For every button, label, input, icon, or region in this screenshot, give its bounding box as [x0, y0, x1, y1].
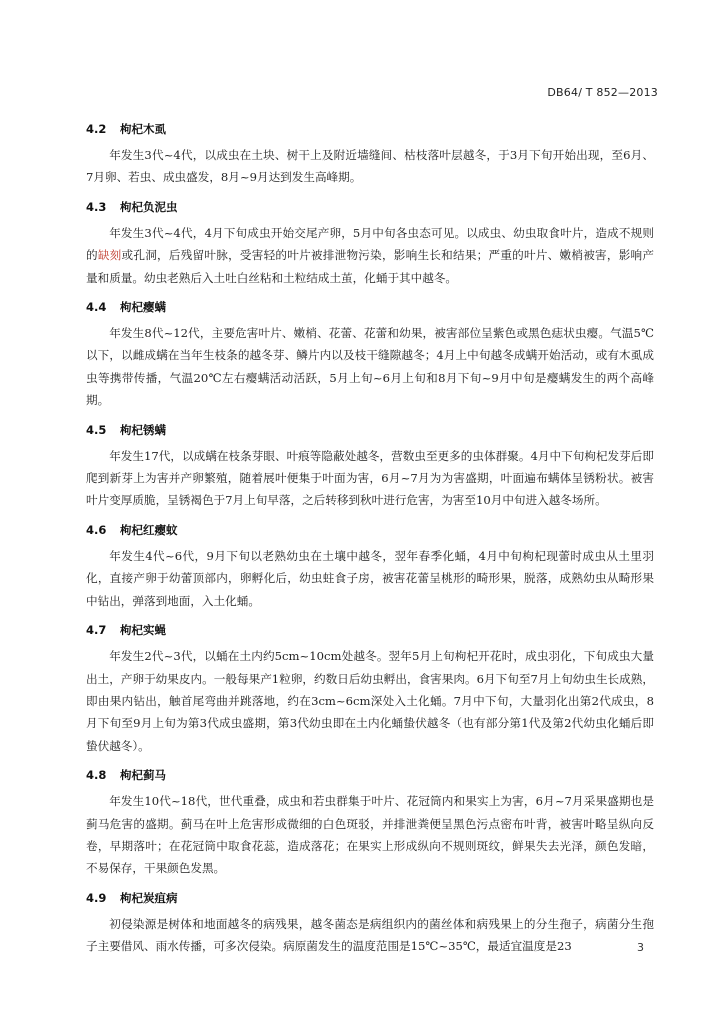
section-paragraph: 年发生10代~18代，世代重叠，成虫和若虫群集于叶片、花冠筒内和果实上为害，6月~7月采果盛期也是蓟马危害的盛期。蓟马在叶上危害形成微细的白色斑驳，并排泄粪便呈黑色污点密布叶背，被害叶略呈纵向反卷，早期落叶；在花冠筒中取食花蕊，造成落花；在果实上形成纵向不规则斑纹，鲜果失去光泽，颜色发暗，不易保存，干果颜色发黑。 — [86, 794, 654, 876]
page-number: 3 — [637, 941, 644, 954]
section-4-2 — [86, 113, 654, 189]
section-paragraph: 年发生3代~4代，以成虫在土块、树干上及附近墙缝间、枯枝落叶层越冬，于3月下旬开始出现，至6月、7月卵、若虫、成虫盛发，8月~9月达到发生高峰期。 — [86, 148, 654, 185]
section-paragraph: 年发生8代~12代，主要危害叶片、嫩梢、花蕾、花蕾和幼果，被害部位呈紫色或黑色痣状虫瘿。气温5℃以下，以雌成螨在当年生枝条的越冬芽、鳞片内以及枝干缝隙越冬；4月上中旬越冬成螨开始活动，或有木虱成虫等携带传播，气温20℃左右瘿螨活动活跃，5月上旬~6月上旬和8月下旬~9月中旬是瘿螨发生的两个高峰期。 — [86, 326, 654, 408]
section-number: 4.2 — [86, 122, 107, 136]
section-title: 枸杞实蝇 — [120, 623, 166, 638]
paragraph-text-part: 年发生3代~4代，4月下旬成虫开始交尾产卵，5月中旬各虫态可见。以成虫、幼虫取食叶片，造成不规则的 — [86, 225, 654, 263]
section-heading — [86, 113, 654, 139]
section-paragraph: 年发生4代~6代，9月下旬以老熟幼虫在土壤中越冬，翌年春季化蛹，4月中旬枸杞现蕾时成虫从土里羽化，直接产卵于幼蕾顶部内，卵孵化后，幼虫蛀食子房，被害花蕾呈桃形的畸形果，脱落，成熟幼虫从畸形果中钻出，弹落到地面，入土化蛹。 — [86, 548, 654, 608]
section-paragraph: 年发生2代~3代，以蛹在土内约5cm~10cm处越冬。翌年5月上旬枸杞开花时，成虫羽化，下旬成虫大量出土，产卵于幼果皮内。一般每果产1粒卵，约数日后幼虫孵出，食害果肉。6月下旬至7月上旬幼虫生长成熟，即由果内钻出，触首尾弯曲并跳落地，约在3cm~6cm深处入土化蛹。7月中下旬，大量羽化出第2代成虫，8月下旬至9月上旬为第3代成虫盛期，第3代幼虫即在土内化蛹蛰伏越冬（也有部分第1代及第2代幼虫化蛹后即蛰伏越冬）。 — [86, 649, 654, 753]
section-heading — [86, 759, 654, 785]
section-4-8 — [86, 759, 654, 880]
section-number: 4.4 — [86, 300, 107, 315]
section-title: 枸杞蓟马 — [120, 768, 166, 783]
section-number: 4.6 — [86, 522, 107, 537]
section-4-3 — [86, 191, 654, 289]
section-heading — [86, 414, 654, 440]
section-paragraph: 年发生17代，以成螨在枝条芽眼、叶痕等隐蔽处越冬，营数虫至更多的虫体群聚。4月中下旬枸杞发芽后即爬到新芽上为害并产卵繁殖，随着展叶便集于叶面为害，6月~7月为为害盛期，叶面遍布螨体呈锈粉状。被害叶片变厚质脆，呈锈褐色于7月上旬早落，之后转移到秋叶进行危害，为害至10月中旬进入越冬场所。 — [86, 448, 654, 508]
highlighted-term: 缺刻 — [97, 248, 122, 263]
section-heading — [86, 614, 654, 640]
paragraph-text-part: 或孔洞，后残留叶脉，受害轻的叶片被排泄物污染，影响生长和结果；严重的叶片、嫩梢被害，影响产量和质量。幼虫老熟后入土吐白丝粘和土粒结成土茧，化蛹于其中越冬。 — [86, 248, 654, 285]
section-title: 枸杞瘿螨 — [120, 300, 166, 315]
standard-code-header: DB64/ T 852—2013 — [547, 86, 658, 99]
section-title: 枸杞锈螨 — [120, 422, 166, 437]
section-paragraph — [86, 222, 654, 289]
section-4-9 — [86, 882, 654, 958]
section-paragraph: 初侵染源是树体和地面越冬的病残果，越冬菌态是病组织内的菌丝体和病残果上的分生孢子，病菌分生孢子主要借风、雨水传播，可多次侵染。病原菌发生的温度范围是15℃~35℃，最适宜温度是23 — [86, 916, 654, 954]
section-heading — [86, 882, 654, 908]
section-number: 4.9 — [86, 890, 107, 905]
document-body — [86, 113, 654, 960]
section-number: 4.7 — [86, 623, 107, 638]
section-number: 4.3 — [86, 199, 107, 214]
section-title: 枸杞红瘿蚊 — [120, 522, 178, 537]
section-4-5 — [86, 414, 654, 512]
section-title: 枸杞炭疽病 — [120, 890, 178, 905]
section-heading — [86, 291, 654, 317]
section-number: 4.5 — [86, 422, 107, 437]
section-title: 枸杞负泥虫 — [120, 199, 178, 214]
section-heading — [86, 191, 654, 217]
section-number: 4.8 — [86, 768, 107, 783]
section-4-6 — [86, 514, 654, 612]
section-4-7 — [86, 614, 654, 757]
section-heading — [86, 514, 654, 540]
section-title: 枸杞木虱 — [120, 122, 166, 136]
section-4-4 — [86, 291, 654, 412]
